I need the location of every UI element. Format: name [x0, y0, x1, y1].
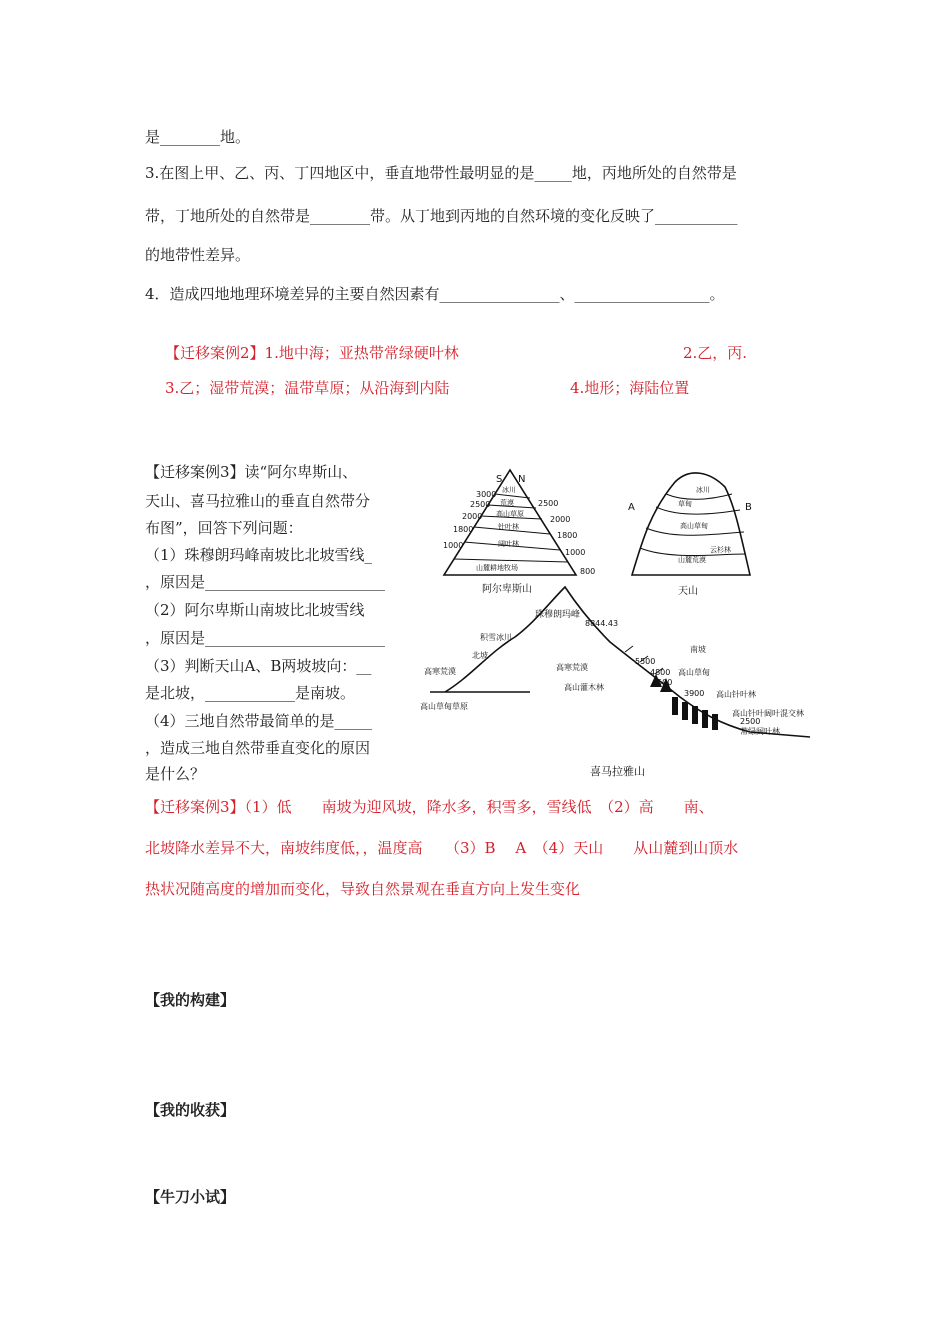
section-my-gain: 【我的收获】: [145, 1101, 236, 1119]
answer3-line-2: 北坡降水差异不大，南坡纬度低，，温度高 （3）B A （4）天山 从山麓到山顶水: [145, 839, 739, 857]
himalaya-diagram: [420, 587, 810, 778]
himalaya-north: 北坡: [472, 651, 488, 660]
himalaya-north-zone: 高山草甸草原: [420, 702, 468, 711]
alps-left-tick: 1000: [443, 541, 464, 550]
tianshan-zone: 云杉林: [710, 546, 731, 554]
himalaya-south: 南坡: [690, 645, 706, 654]
alps-left-tick: 1800: [453, 525, 474, 534]
himalaya-height-mark: 4500: [652, 678, 673, 687]
himalaya-south-zone: 高山草甸: [678, 668, 710, 677]
text-line-3: 带，丁地所处的自然带是________带。从丁地到丙地的自然环境的变化反映了___________: [145, 207, 738, 225]
text-line-5: 4．造成四地地理环境差异的主要自然因素有________________、__________________。: [145, 285, 725, 303]
himalaya-height: 8844.43: [585, 619, 619, 628]
text-line-2: 3.在图上甲、乙、丙、丁四地区中，垂直地带性最明显的是_____地，丙地所处的自然带是: [145, 164, 737, 182]
case3-line-4: （1）珠穆朗玛峰南坡比北坡雪线_: [145, 546, 373, 564]
tianshan-b-label: B: [745, 502, 752, 513]
alps-right-tick: 2000: [550, 515, 571, 524]
alps-right-tick: 1000: [565, 548, 586, 557]
tianshan-name: 天山: [678, 586, 698, 597]
answer2-line-d: 4.地形；海陆位置: [570, 379, 690, 397]
alps-zone: 山麓耕地牧场: [476, 564, 518, 572]
alps-left-tick: 2000: [462, 512, 483, 521]
tianshan-zone: 山麓荒漠: [678, 556, 706, 564]
alps-zone: 冰川: [502, 486, 516, 494]
case3-line-8: （3）判断天山A、B两坡坡向：__: [145, 657, 372, 675]
text-line-4: 的地带性差异。: [145, 246, 251, 264]
alps-right-tick: 800: [580, 567, 596, 576]
himalaya-height-mark: 3900: [684, 689, 705, 698]
himalaya-south-zone: 高山针叶阔叶混交林: [732, 709, 804, 718]
answer2-line-b: 2.乙，丙.: [683, 344, 748, 362]
tianshan-zone: 草甸: [678, 500, 692, 508]
himalaya-south-zone: 高山针叶林: [716, 690, 756, 699]
alps-zone: 针叶林: [498, 523, 519, 531]
case3-line-12: 是什么？: [145, 765, 206, 783]
himalaya-north-zone: 高寒荒漠: [424, 667, 456, 676]
case3-line-3: 布图”，回答下列问题：: [145, 519, 303, 537]
alps-left-tick: 3000: [476, 490, 497, 499]
himalaya-mid-zone: 高山灌木林: [564, 683, 604, 692]
answer2-line-a: 【迁移案例2】1.地中海；亚热带常绿硬叶林: [165, 344, 459, 362]
tianshan-a-label: A: [628, 502, 635, 513]
himalaya-glacier: 积雪冰川: [480, 633, 512, 642]
case3-line-6: （2）阿尔卑斯山南坡比北坡雪线: [145, 601, 365, 619]
himalaya-south-zone: 常绿阔叶林: [740, 727, 780, 736]
himalaya-peak: 珠穆朗玛峰: [535, 610, 581, 620]
case3-line-11: ，造成三地自然带垂直变化的原因: [145, 739, 371, 757]
answer3-line-1: 【迁移案例3】（1）低 南坡为迎风坡，降水多，积雪多，雪线低 （2）高 南、: [145, 798, 714, 816]
alps-n-label: N: [518, 474, 526, 485]
section-quick-test: 【牛刀小试】: [145, 1188, 236, 1206]
alps-zone: 高山草原: [496, 510, 524, 518]
text-line-1: 是________地。: [145, 128, 251, 146]
case3-line-2: 天山、喜马拉雅山的垂直自然带分: [145, 492, 371, 510]
case3-line-7: ，原因是________________________: [145, 629, 386, 647]
case3-line-5: ，原因是________________________: [145, 573, 386, 591]
alps-s-label: S: [496, 474, 503, 485]
case3-line-1: 【迁移案例3】读“阿尔卑斯山、: [145, 463, 358, 481]
answer2-line-c: 3.乙；湿带荒漠；温带草原；从沿海到内陆: [165, 379, 450, 397]
himalaya-height-mark: 5500: [635, 657, 656, 666]
case3-line-9: 是北坡，____________是南坡。: [145, 684, 356, 702]
alps-name: 阿尔卑斯山: [482, 584, 532, 595]
tianshan-zone: 冰川: [696, 486, 710, 494]
himalaya-name: 喜马拉雅山: [590, 765, 645, 778]
section-my-build: 【我的构建】: [145, 991, 236, 1009]
alps-diagram: [443, 470, 595, 595]
alps-zone: 荒漠: [500, 499, 514, 507]
himalaya-height-mark: 4800: [650, 668, 671, 677]
alps-zone: 阔叶林: [498, 540, 519, 548]
tianshan-diagram: [628, 473, 752, 597]
himalaya-height-mark: 2500: [740, 717, 761, 726]
case3-line-10: （4）三地自然带最简单的是_____: [145, 712, 373, 730]
himalaya-mid-zone: 高寒荒漠: [556, 663, 588, 672]
alps-right-tick: 2500: [538, 499, 559, 508]
vertical-zone-figure: [410, 462, 830, 787]
answer3-line-3: 热状况随高度的增加而变化，导致自然景观在垂直方向上发生变化: [145, 880, 581, 898]
alps-right-tick: 1800: [557, 531, 578, 540]
tianshan-zone: 高山草甸: [680, 522, 708, 530]
alps-left-tick: 2500: [470, 500, 491, 509]
